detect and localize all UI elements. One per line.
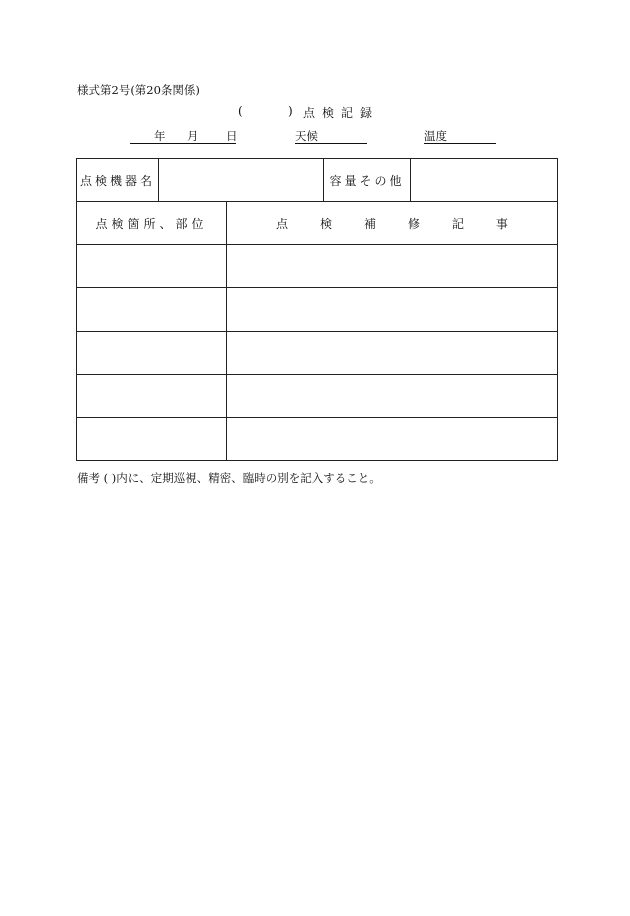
date-underline bbox=[130, 143, 236, 144]
repair-record-cell[interactable] bbox=[227, 331, 558, 374]
location-header: 点検箇所、部位 bbox=[77, 202, 227, 245]
repair-header-char: 修 bbox=[407, 216, 420, 231]
temperature-label: 温度 bbox=[424, 129, 447, 143]
repair-header-char: 記 bbox=[451, 216, 464, 231]
title-close-paren: ) bbox=[288, 104, 293, 118]
repair-record-cell[interactable] bbox=[227, 374, 558, 417]
column-header-row bbox=[77, 202, 558, 245]
table-row bbox=[77, 331, 558, 374]
form-number: 様式第2号(第20条関係) bbox=[77, 83, 200, 97]
repair-header-char: 事 bbox=[495, 216, 508, 231]
table-row bbox=[77, 374, 558, 417]
repair-record-cell[interactable] bbox=[227, 417, 558, 460]
document-title: 点検記録 bbox=[303, 106, 380, 120]
inspection-record-table bbox=[76, 158, 558, 461]
location-cell[interactable] bbox=[77, 331, 227, 374]
capacity-other-label: 容量その他 bbox=[324, 159, 411, 202]
repair-record-cell[interactable] bbox=[227, 288, 558, 331]
table-row bbox=[77, 417, 558, 460]
date-month-label: 月 bbox=[187, 129, 199, 143]
repair-header-char: 検 bbox=[319, 216, 332, 231]
location-cell[interactable] bbox=[77, 417, 227, 460]
equipment-row bbox=[77, 159, 558, 202]
weather-label: 天候 bbox=[295, 129, 318, 143]
table-row bbox=[77, 245, 558, 288]
table-row bbox=[77, 288, 558, 331]
repair-header-char: 補 bbox=[363, 216, 376, 231]
repair-record-cell[interactable] bbox=[227, 245, 558, 288]
location-cell[interactable] bbox=[77, 288, 227, 331]
date-day-label: 日 bbox=[226, 129, 238, 143]
title-open-paren: ( bbox=[238, 104, 243, 118]
repair-record-header bbox=[227, 202, 558, 245]
equipment-name-label: 点検機器名 bbox=[77, 159, 159, 202]
capacity-other-field[interactable] bbox=[411, 159, 558, 202]
repair-header-char: 点 bbox=[276, 216, 289, 231]
date-year-label: 年 bbox=[154, 129, 166, 143]
remarks-note: 備考 ( )内に、定期巡視、精密、臨時の別を記入すること。 bbox=[77, 471, 381, 485]
location-cell[interactable] bbox=[77, 245, 227, 288]
equipment-name-field[interactable] bbox=[159, 159, 324, 202]
location-cell[interactable] bbox=[77, 374, 227, 417]
